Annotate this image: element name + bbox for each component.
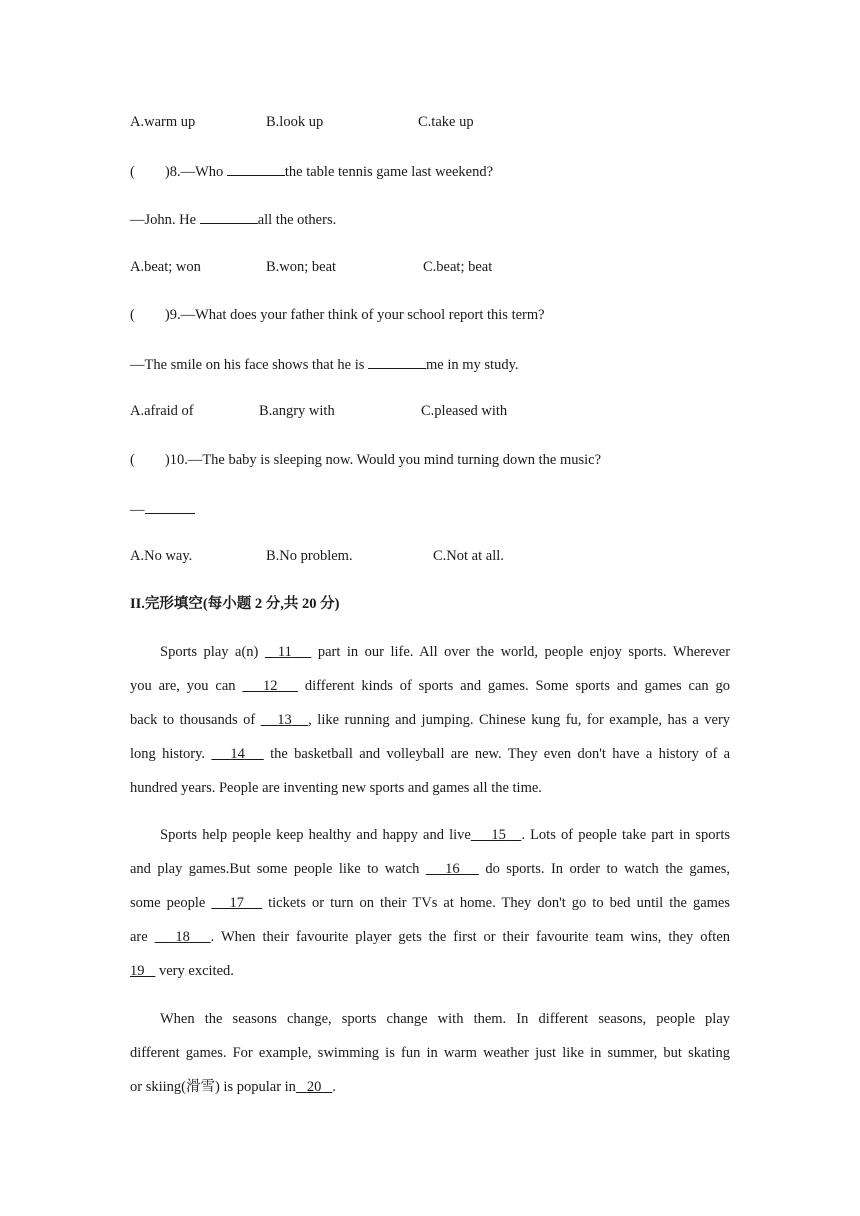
q8-reply-prefix: —John. He (130, 212, 197, 228)
q9-option-b: B.angry with (259, 403, 335, 419)
paragraph-1 (130, 635, 730, 805)
q8-paren-open: ( (130, 164, 135, 180)
p2-line-4: are 18 . When their favourite player gets the first or their favourite team wins, they often (130, 929, 731, 945)
q8-stem-suffix: the table tennis game last weekend? (284, 164, 494, 180)
q10-paren-open: ( (130, 452, 135, 468)
q8-option-a: A.beat; won (130, 259, 201, 275)
q8-reply-suffix: all the others. (257, 212, 337, 228)
p1-line-1: Sports play a(n) 11 part in our life. All over the world, people enjoy sports. Wherever (160, 644, 731, 660)
q7-option-b: B.look up (266, 114, 324, 130)
p3-line-2: different games. For example, swimming is fun in warm weather just like in summer, but skating (130, 1045, 730, 1061)
q10-option-a: A.No way. (130, 548, 193, 564)
q8-stem (130, 161, 493, 181)
q9-stem (130, 306, 545, 324)
q7-option-c: C.take up (418, 114, 474, 130)
q8-stem-prefix: 8.—Who (169, 164, 224, 180)
q8-blank-1 (227, 161, 285, 176)
p2-line-5: 19 very excited. (130, 963, 234, 979)
q9-paren-close: ) (164, 307, 170, 323)
q10-option-c: C.Not at all. (433, 548, 504, 564)
q10-stem-text: 10.—The baby is sleeping now. Would you mind turning down the music? (169, 452, 602, 468)
q9-reply (130, 354, 519, 374)
p3-line-3: or skiing(滑雪) is popular in 20 . (130, 1079, 336, 1095)
q9-reply-suffix: me in my study. (426, 357, 519, 373)
p2-line-3: some people 17 tickets or turn on their TVs at home. They don't go to bed until the games (130, 895, 731, 911)
q8-paren-close: ) (164, 164, 170, 180)
section-heading: II.完形填空(每小题 2 分,共 20 分) (130, 596, 340, 612)
q10-reply (130, 499, 195, 519)
q8-option-b: B.won; beat (266, 259, 337, 275)
q7-option-a: A.warm up (130, 114, 196, 130)
q9-stem-text: 9.—What does your father think of your school report this term? (169, 307, 545, 323)
p2-line-2: and play games.But some people like to watch 16 do sports. In order to watch the games, (130, 861, 731, 877)
q10-option-b: B.No problem. (266, 548, 353, 564)
q9-option-c: C.pleased with (421, 403, 508, 419)
p1-line-2: you are, you can 12 different kinds of sports and games. Some sports and games can go (130, 678, 731, 694)
q10-blank (145, 499, 195, 514)
q10-paren-close: ) (164, 452, 170, 468)
q8-blank-2 (200, 209, 258, 224)
q9-blank (368, 354, 426, 369)
p3-line-1: When the seasons change, sports change with them. In different seasons, people play (160, 1011, 730, 1027)
paragraph-3 (130, 1002, 730, 1104)
q8-reply (130, 209, 336, 229)
p2-line-1: Sports help people keep healthy and happy and live 15 . Lots of people take part in sports (160, 827, 731, 843)
p1-line-5: hundred years. People are inventing new sports and games all the time. (130, 780, 542, 796)
q8-option-c: C.beat; beat (423, 259, 493, 275)
q9-reply-prefix: —The smile on his face shows that he is (130, 357, 365, 373)
q10-stem (130, 451, 601, 469)
p1-line-4: long history. 14 the basketball and volleyball are new. They even don't have a history of a (130, 746, 731, 762)
p1-line-3: back to thousands of 13 , like running and jumping. Chinese kung fu, for example, has a very (130, 712, 731, 728)
q9-paren-open: ( (130, 307, 135, 323)
q10-reply-prefix: — (130, 502, 145, 518)
paragraph-2 (130, 818, 730, 988)
q9-option-a: A.afraid of (130, 403, 194, 419)
